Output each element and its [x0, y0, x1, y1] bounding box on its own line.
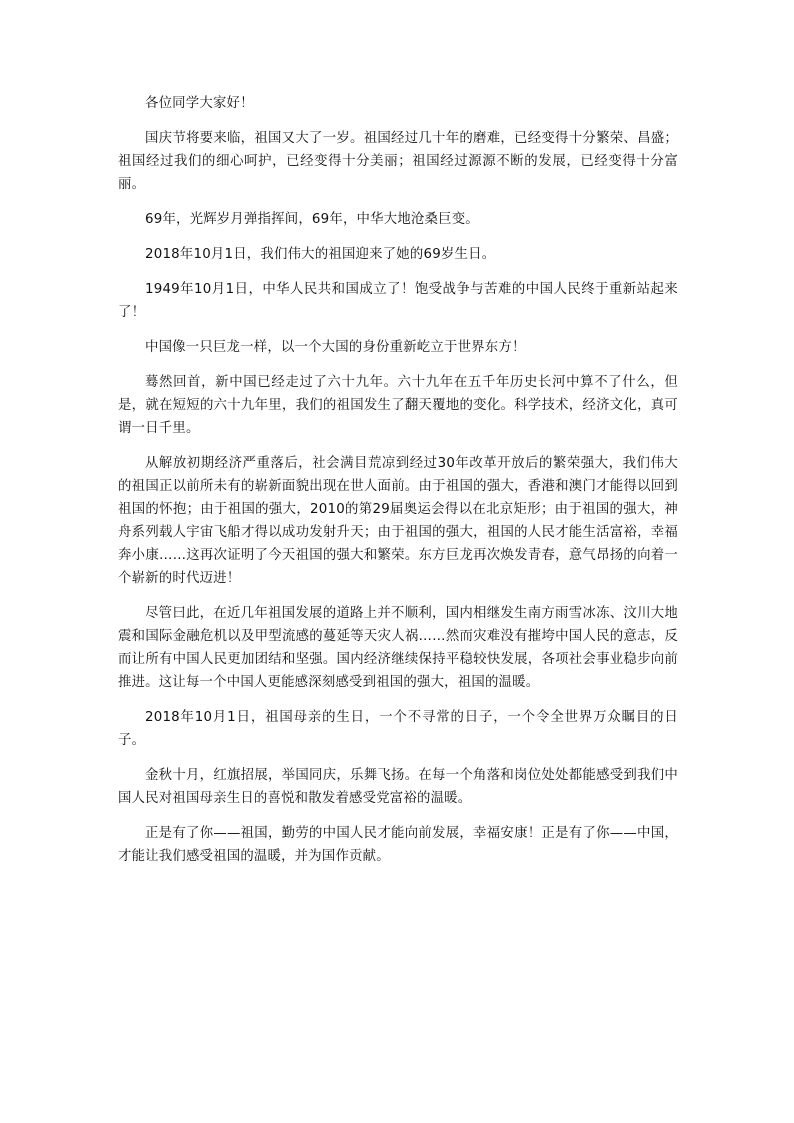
body-paragraph: 国庆节将要来临，祖国又大了一岁。祖国经过几十年的磨难，已经变得十分繁荣、昌盛；祖国经过我们的细心呵护，已经变得十分美丽；祖国经过源源不断的发展，已经变得十分富丽。 — [118, 131, 678, 192]
body-paragraph: 金秋十月，红旗招展，举国同庆，乐舞飞扬。在每一个角落和岗位处处都能感受到我们中国人民对祖国母亲生日的喜悦和散发着感受党富裕的温暖。 — [118, 768, 678, 806]
body-paragraph: 蓦然回首，新中国已经走过了六十九年。六十九年在五千年历史长河中算不了什么，但是，就在短短的六十九年里，我们的祖国发生了翻天覆地的变化。科学技术，经济文化，真可谓一日千里。 — [118, 375, 678, 436]
body-paragraph: 2018年10月1日，我们伟大的祖国迎来了她的69岁生日。 — [145, 247, 496, 262]
body-paragraph: 尽管曰此，在近几年祖国发展的道路上并不顺利，国内相继发生南方雨雪冰冻、汶川大地震和国际金融危机以及甲型流感的蔓延等天灾人祸……然而灾难没有摧垮中国人民的意志，反而让所有中国人民更加团结和坚强。国内经济继续保持平稳较快发展，各项社会事业稳步向前推进。这让每一个中国人更能感深刻感受到祖国的强大，祖国的温暖。 — [118, 606, 678, 690]
greeting-paragraph: 各位同学大家好！ — [145, 96, 254, 111]
body-paragraph: 2018年10月1日，祖国母亲的生日，一个不寻常的日子，一个令全世界万众瞩目的日子。 — [118, 710, 678, 748]
body-paragraph: 中国像一只巨龙一样，以一个大国的身份重新屹立于世界东方！ — [145, 340, 526, 355]
closing-paragraph: 正是有了你——祖国，勤劳的中国人民才能向前发展，幸福安康！正是有了你——中国，才能让我们感受祖国的温暖，并为国作贡献。 — [118, 826, 678, 864]
body-paragraph: 从解放初期经济严重落后，社会满目荒凉到经过30年改革开放后的繁荣强大，我们伟大的祖国正以前所未有的崭新面貌出现在世人面前。由于祖国的强大，香港和澳门才能得以回到祖国的怀抱；由于祖国的强大，2010的第29届奥运会得以在北京矩形；由于祖国的强大，神舟系列载人宇宙飞船才得以成功发射升天；由于祖国的强大，祖国的人民才能生活富裕，幸福奔小康……这再次证明了今天祖国的强大和繁荣。东方巨龙再次焕发青春，意气昂扬的向着一个崭新的时代迈进！ — [118, 456, 678, 586]
body-paragraph: 69年，光辉岁月弹指挥间，69年，中华大地沧桑巨变。 — [145, 212, 479, 227]
document-body — [118, 92, 678, 880]
body-paragraph: 1949年10月1日，中华人民共和国成立了！饱受战争与苦难的中国人民终于重新站起来了！ — [118, 282, 678, 320]
